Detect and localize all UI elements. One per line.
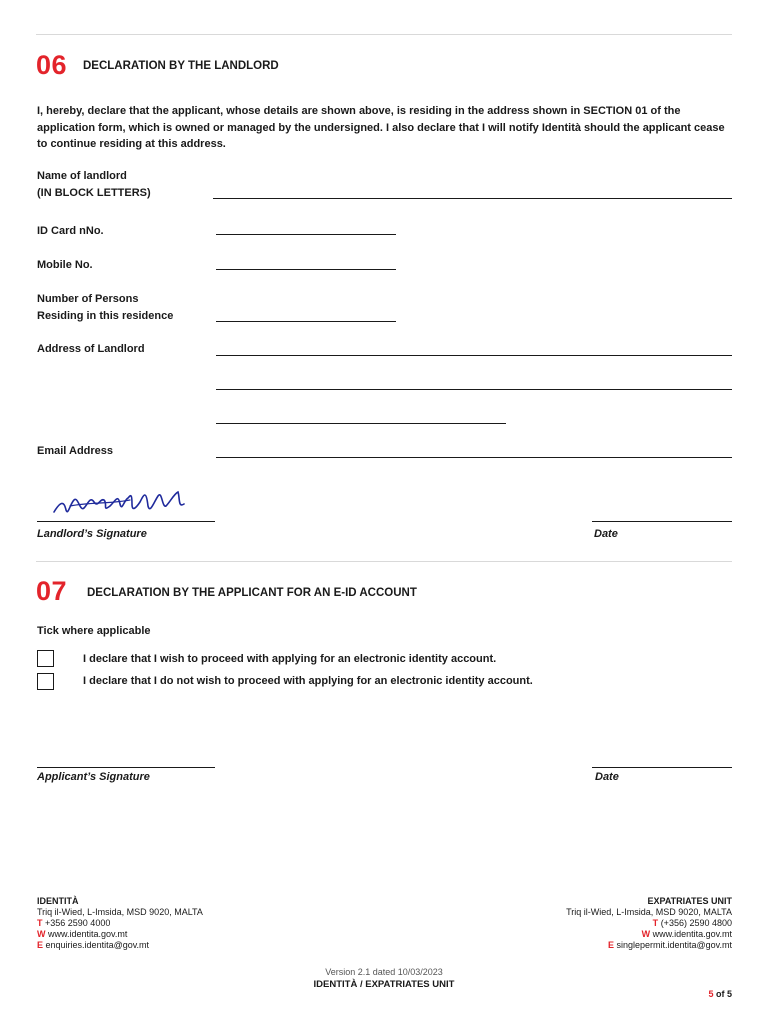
- landlord-name-label-line1: Name of landlord: [37, 170, 127, 182]
- id-card-label: ID Card nNo.: [37, 225, 104, 237]
- not-wish-eid-option-text: I declare that I do not wish to proceed with applying for an electronic identity account.: [83, 675, 533, 687]
- address-field-line2[interactable]: [216, 389, 732, 390]
- footer-left-web-row: [37, 929, 203, 940]
- footer-right-web-key: W: [641, 929, 651, 939]
- section-number-06: 06: [36, 50, 68, 80]
- wish-eid-checkbox[interactable]: [37, 650, 54, 667]
- landlord-name-field[interactable]: [213, 198, 732, 199]
- section-number-07: 07: [36, 576, 68, 606]
- footer-unit-title: IDENTITÀ / EXPATRIATES UNIT: [313, 979, 455, 990]
- page-number: [708, 989, 732, 1000]
- footer-left-contact: [37, 896, 203, 951]
- footer-left-phone-row: [37, 918, 203, 929]
- section-title-06: DECLARATION BY THE LANDLORD: [83, 60, 279, 72]
- page-current: 5: [708, 989, 714, 999]
- footer-left-address: Triq il-Wied, L-Imsida, MSD 9020, MALTA: [37, 907, 203, 917]
- footer-left-email-row: [37, 940, 203, 951]
- landlord-date-line[interactable]: [592, 521, 732, 522]
- footer-left-email-link[interactable]: enquiries.identita@gov.mt: [45, 940, 150, 950]
- footer-right-address: Triq il-Wied, L-Imsida, MSD 9020, MALTA: [566, 907, 732, 917]
- footer-right-phone: (+356) 2590 4800: [660, 918, 732, 928]
- landlord-signature-line[interactable]: [37, 521, 215, 522]
- email-field[interactable]: [216, 457, 732, 458]
- email-label: Email Address: [37, 445, 114, 457]
- footer-left-web-link[interactable]: www.identita.gov.mt: [48, 929, 128, 939]
- footer-left-org: IDENTITÀ: [37, 896, 79, 906]
- persons-field[interactable]: [216, 321, 396, 322]
- persons-label: [37, 291, 173, 325]
- applicant-signature-label: Applicant’s Signature: [37, 771, 150, 783]
- section-divider: [36, 561, 732, 562]
- persons-label-line2: Residing in this residence: [37, 310, 174, 322]
- footer-right-phone-key: T: [652, 918, 659, 928]
- not-wish-eid-checkbox[interactable]: [37, 673, 54, 690]
- footer-left-phone: +356 2590 4000: [45, 918, 111, 928]
- footer-left-web-key: W: [37, 929, 46, 939]
- footer-left-email-key: E: [37, 940, 44, 950]
- address-field-line1[interactable]: [216, 355, 732, 356]
- section-title-07: DECLARATION BY THE APPLICANT FOR AN E-ID ACCOUNT: [87, 587, 417, 599]
- footer-right-org: EXPATRIATES UNIT: [647, 896, 732, 906]
- applicant-signature-line[interactable]: [37, 767, 215, 768]
- landlord-name-label-line2: (IN BLOCK LETTERS): [37, 187, 151, 199]
- address-field-line3[interactable]: [216, 423, 506, 424]
- footer-right-contact: [566, 896, 732, 951]
- address-label: Address of Landlord: [37, 343, 145, 355]
- applicant-date-label: Date: [595, 771, 619, 783]
- footer-right-email-key: E: [607, 940, 614, 950]
- footer-right-web-link[interactable]: www.identita.gov.mt: [652, 929, 732, 939]
- footer-right-phone-row: [566, 918, 732, 929]
- landlord-signature-image: [50, 482, 190, 522]
- page-total: of 5: [715, 989, 732, 999]
- landlord-name-label: [37, 168, 151, 202]
- wish-eid-option-text: I declare that I wish to proceed with applying for an electronic identity account.: [83, 653, 497, 665]
- version-text: Version 2.1 dated 10/03/2023: [325, 967, 443, 977]
- tick-instruction: Tick where applicable: [37, 625, 151, 637]
- top-divider: [36, 34, 732, 35]
- mobile-field[interactable]: [216, 269, 396, 270]
- landlord-date-label: Date: [594, 528, 618, 540]
- footer-left-phone-key: T: [37, 918, 43, 928]
- persons-label-line1: Number of Persons: [37, 293, 139, 305]
- applicant-date-line[interactable]: [592, 767, 732, 768]
- landlord-signature-label: Landlord’s Signature: [37, 528, 147, 540]
- mobile-label: Mobile No.: [37, 259, 93, 271]
- footer-right-web-row: [566, 929, 732, 940]
- footer-right-email-link[interactable]: singlepermit.identita@gov.mt: [616, 940, 732, 950]
- footer-right-email-row: [566, 940, 732, 951]
- id-card-field[interactable]: [216, 234, 396, 235]
- landlord-declaration-text: I, hereby, declare that the applicant, whose details are shown above, is residing in the address shown in SECTION 01 of the application form, which is owned or managed by the undersigned. I also declare that I will notify Identità should the applicant cease to continue residing at this address.: [37, 105, 725, 150]
